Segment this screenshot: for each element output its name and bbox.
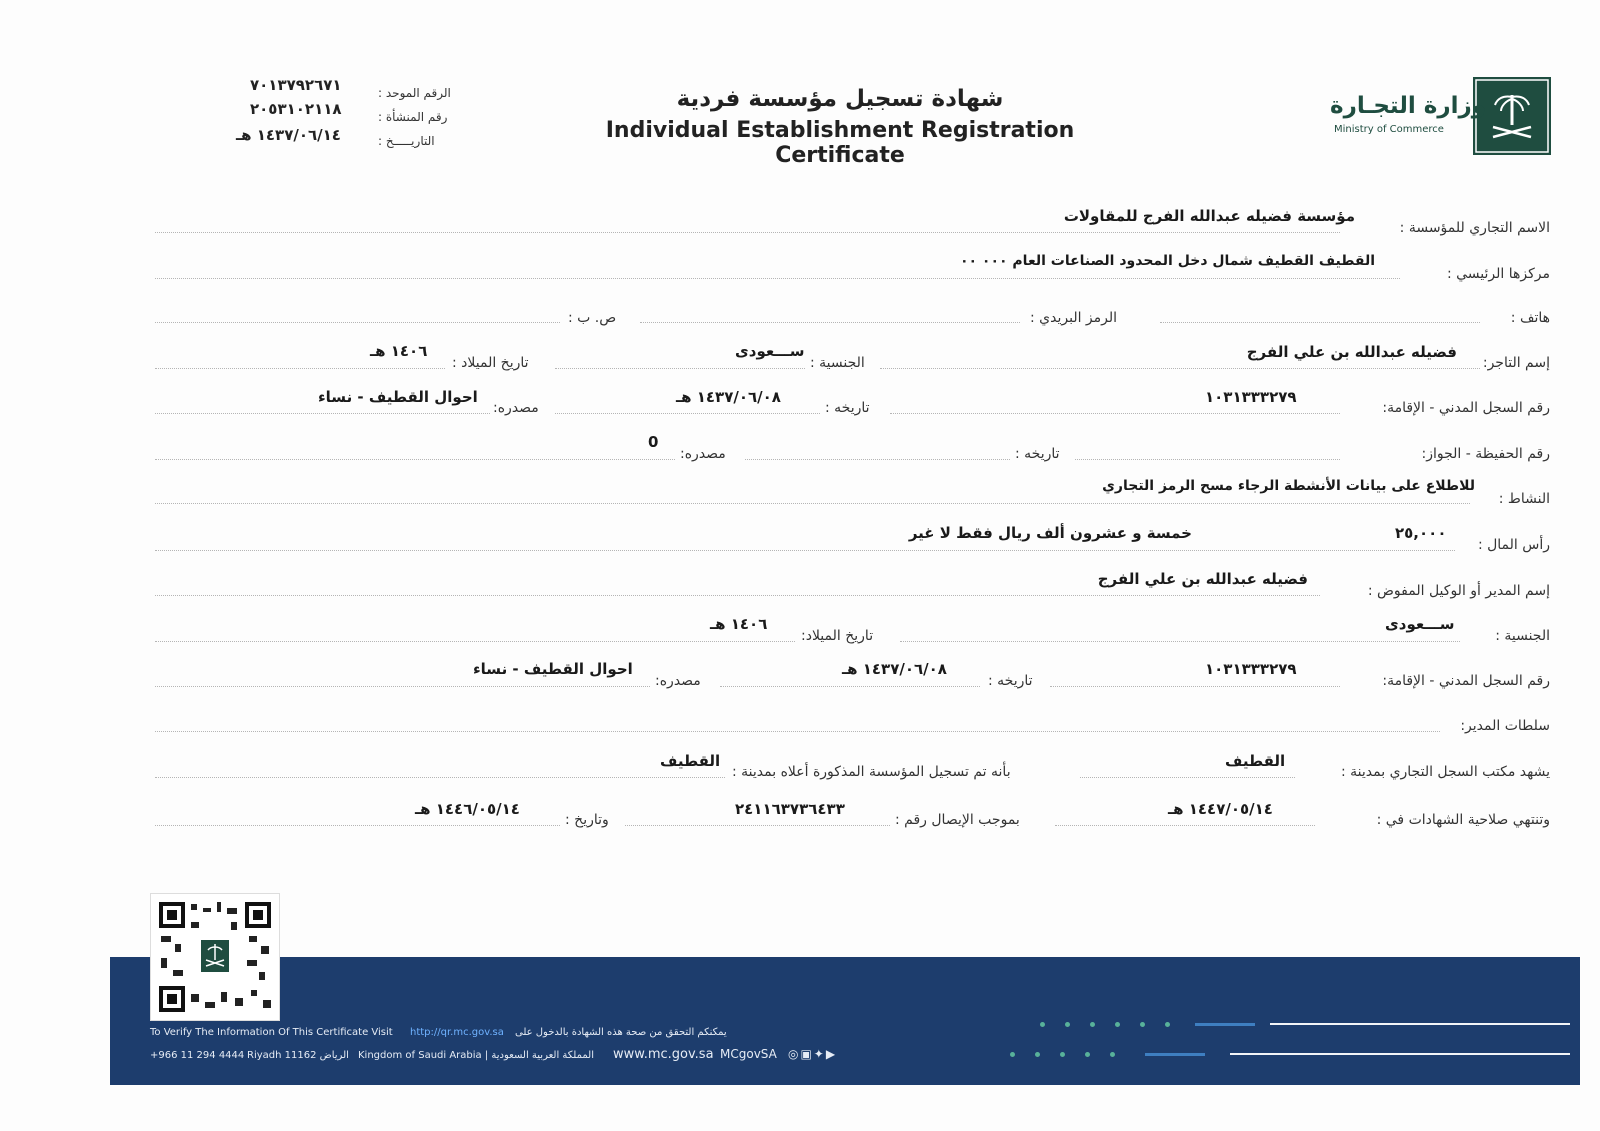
capital-in-words: خمسة و عشرون ألف ريال فقط لا غير — [908, 524, 1192, 542]
manager-name-label: إسم المدير أو الوكيل المفوض : — [1367, 583, 1550, 599]
manager-civil-source: احوال القطيف - نساء — [473, 660, 633, 678]
manager-nationality: ســـعودى — [1385, 615, 1455, 633]
civil-record-number: ١٠٣١٣٣٣٢٧٩ — [1205, 388, 1297, 406]
manager-civil-number: ١٠٣١٣٣٣٢٧٩ — [1205, 660, 1297, 678]
passport-label: رقم الحفيظة - الجواز: — [1421, 446, 1550, 462]
unified-number-label: الرقم الموحد : — [378, 86, 451, 100]
passport-source: 0 — [648, 433, 659, 451]
civil-source: احوال القطيف - نساء — [318, 388, 478, 406]
hq-address: القطيف القطيف شمال دخل المحدود الصناعات العام ٠٠٠ ٠٠ — [959, 253, 1375, 269]
footer-band — [110, 957, 1580, 1085]
merchant-name-label: إسم التاجر: — [1482, 355, 1550, 371]
certificate-date-label: التاريـــــخ : — [378, 134, 435, 148]
capital-label: رأس المال : — [1477, 537, 1550, 553]
passport-source-label: مصدره: — [680, 446, 726, 462]
merchant-name: فضيله عبدالله بن علي الفرج — [1246, 343, 1457, 361]
expiry-label: وتنتهي صلاحية الشهادات في : — [1376, 812, 1550, 828]
footer-handle: MCgovSA — [720, 1047, 777, 1061]
manager-name: فضيله عبدالله بن علي الفرج — [1097, 570, 1308, 588]
verify-link[interactable]: http://qr.mc.gov.sa — [410, 1027, 504, 1038]
birth-date-label: تاريخ الميلاد : — [452, 355, 529, 371]
footer-country: Kingdom of Saudi Arabia | المملكة العربية السعودية — [358, 1050, 595, 1061]
pobox-label: ص. ب : — [568, 310, 617, 326]
verify-text-ar: يمكنكم التحقق من صحة هذه الشهادة بالدخول على — [515, 1027, 727, 1038]
civil-source-label: مصدره: — [493, 400, 539, 416]
certify-statement: بأنه تم تسجيل المؤسسة المذكورة أعلاه بمدينة : — [732, 764, 1011, 780]
manager-nationality-label: الجنسية : — [1495, 628, 1550, 644]
civil-record-label: رقم السجل المدني - الإقامة: — [1382, 400, 1550, 416]
manager-civil-date-label: تاريخه : — [988, 673, 1033, 689]
footer-website[interactable]: www.mc.gov.sa — [613, 1047, 714, 1062]
trade-name-label: الاسم التجاري للمؤسسة : — [1399, 220, 1550, 236]
civil-record-date: ١٤٣٧/٠٦/٠٨ هـ — [676, 388, 781, 406]
activity-label: النشاط : — [1498, 491, 1550, 507]
nationality: ســـعودى — [735, 342, 805, 360]
certificate-date: ١٤٣٧/٠٦/١٤ هـ — [236, 126, 341, 144]
receipt-number: ٢٤١١٦٣٧٣٦٤٣٣ — [735, 800, 845, 818]
verify-text: To Verify The Information Of This Certificate Visit — [150, 1027, 393, 1038]
manager-civil-source-label: مصدره: — [655, 673, 701, 689]
manager-powers-label: سلطات المدير: — [1460, 718, 1550, 734]
activity: للاطلاع على بيانات الأنشطة الرجاء مسح الرمز التجاري — [1102, 478, 1475, 494]
expiry-date: ١٤٤٧/٠٥/١٤ هـ — [1168, 800, 1273, 818]
certify-office-city: القطيف — [1225, 752, 1286, 770]
capital-amount: ٢٥,٠٠٠ — [1395, 524, 1447, 542]
trade-name: مؤسسة فضيله عبدالله الفرج للمقاولات — [1063, 207, 1355, 225]
receipt-number-label: بموجب الإيصال رقم : — [895, 812, 1020, 828]
receipt-date-label: وتاريخ : — [565, 812, 609, 828]
social-icons[interactable]: ◎▣✦▶ — [788, 1047, 838, 1061]
ministry-name-ar: وزارة التجـارة — [1330, 93, 1487, 119]
postal-code-label: الرمز البريدي : — [1030, 310, 1118, 326]
establishment-number-label: رقم المنشأة : — [378, 110, 448, 124]
manager-civil-date: ١٤٣٧/٠٦/٠٨ هـ — [842, 660, 947, 678]
footer-phone: +966 11 294 4444 — [150, 1050, 245, 1061]
receipt-date: ١٤٤٦/٠٥/١٤ هـ — [415, 800, 520, 818]
hq-label: مركزها الرئيسي : — [1446, 266, 1550, 282]
certificate-title-en: Individual Establishment Registration Certificate — [605, 118, 1075, 168]
certificate-title-ar: شهادة تسجيل مؤسسة فردية — [676, 86, 1004, 112]
manager-birth-label: تاريخ الميلاد: — [801, 628, 874, 644]
passport-date-label: تاريخه : — [1015, 446, 1060, 462]
manager-birth-date: ١٤٠٦ هـ — [710, 615, 768, 633]
civil-date-label: تاريخه : — [825, 400, 870, 416]
ministry-name-en: Ministry of Commerce — [1334, 124, 1444, 135]
establishment-number: ٢٠٥٣١٠٢١١٨ — [250, 100, 342, 118]
nationality-label: الجنسية : — [810, 355, 865, 371]
footer-address: Riyadh 11162 الرياض — [247, 1050, 349, 1061]
qr-code[interactable] — [150, 893, 280, 1021]
manager-civil-label: رقم السجل المدني - الإقامة: — [1382, 673, 1550, 689]
phone-label: هاتف : — [1510, 310, 1550, 326]
unified-number: ٧٠١٣٧٩٢٦٧١ — [250, 76, 342, 94]
certify-office-label: يشهد مكتب السجل التجاري بمدينة : — [1340, 764, 1550, 780]
certify-registration-city: القطيف — [660, 752, 721, 770]
birth-date: ١٤٠٦ هـ — [370, 342, 428, 360]
